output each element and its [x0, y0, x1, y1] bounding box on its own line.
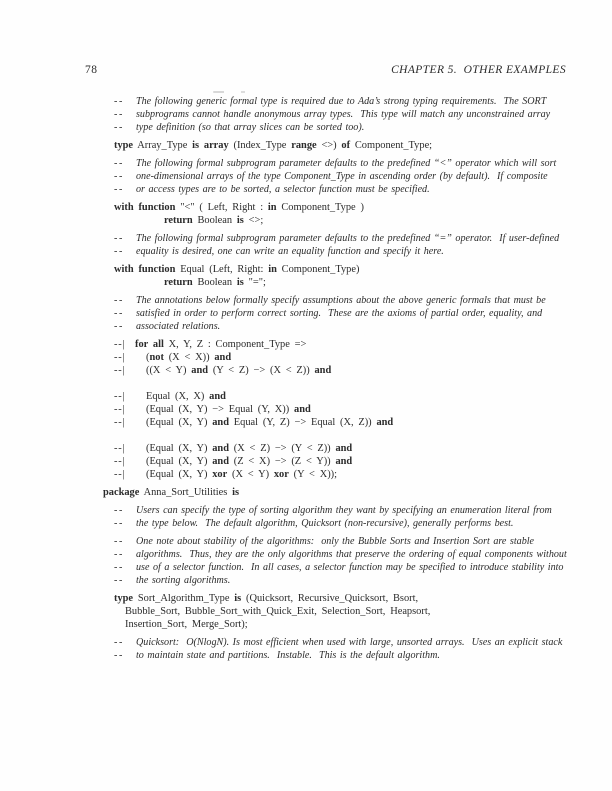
blank-line	[114, 429, 588, 442]
comment-block	[103, 535, 588, 587]
keyword-segment: package	[103, 487, 140, 498]
keyword-segment: and	[209, 391, 226, 402]
comment-dashes: --	[114, 233, 124, 244]
annotation-prefix: --|	[114, 391, 126, 402]
text-segment: The following formal subprogram parameter defaults to the predefined “=” operator. If user-defined	[136, 233, 560, 244]
comment-line	[114, 517, 588, 530]
text-segment: (X < X))	[163, 352, 215, 363]
comment-line	[114, 108, 588, 121]
comment-line	[114, 561, 588, 574]
text-segment: associated relations.	[136, 321, 221, 332]
text-segment: (Z < X) −> (Z < Y))	[229, 456, 336, 467]
annotation-prefix: --|	[114, 339, 126, 350]
keyword-segment: return	[164, 277, 193, 288]
text-segment: (	[146, 352, 150, 363]
text-segment: (Y < Z) −> (X < Z))	[208, 365, 315, 376]
code-line	[114, 276, 588, 289]
text-segment: (Index_Type	[228, 140, 292, 151]
comment-dashes: --	[114, 184, 124, 195]
code-line	[114, 263, 588, 276]
text-segment: the sorting algorithms.	[136, 575, 231, 586]
keyword-segment: and	[191, 365, 209, 376]
keyword-segment: xor	[273, 469, 289, 480]
comment-dashes: --	[114, 158, 124, 169]
text-segment: "=";	[243, 277, 266, 288]
keyword-segment: is	[232, 487, 240, 498]
keyword-segment: is	[192, 140, 200, 151]
code-line	[114, 139, 588, 152]
document-body	[103, 95, 588, 667]
comment-dashes: --	[114, 637, 124, 648]
comment-line	[114, 183, 588, 196]
text-segment: (Equal (X, Y)	[146, 456, 213, 467]
code-block	[103, 201, 588, 227]
keyword-segment: array	[203, 140, 229, 151]
comment-block	[103, 232, 588, 258]
text-segment: One note about stability of the algorithms: only the Bubble Sorts and Insertion Sort are stable	[136, 536, 535, 547]
comment-block	[103, 636, 588, 662]
keyword-segment: and	[314, 365, 332, 376]
comment-line	[114, 294, 588, 307]
comment-line	[114, 157, 588, 170]
text-segment: Quicksort: O(NlogN). Is most efficient when used with large, unsorted arrays. Uses an explicit stack	[136, 637, 563, 648]
code-block	[103, 139, 588, 152]
code-line	[114, 618, 588, 631]
text-segment: (X < Y)	[227, 469, 274, 480]
comment-line	[114, 245, 588, 258]
annotation-line	[114, 416, 588, 429]
text-segment: Anna_Sort_Utilities	[139, 487, 233, 498]
comment-dashes: --	[114, 109, 124, 120]
comment-block	[103, 157, 588, 196]
keyword-segment: return	[164, 215, 193, 226]
annotation-prefix: --|	[114, 469, 126, 480]
annotation-line	[114, 442, 588, 455]
keyword-segment: and	[335, 456, 353, 467]
comment-line	[114, 232, 588, 245]
comment-dashes: --	[114, 562, 124, 573]
text-segment: ((X < Y)	[146, 365, 192, 376]
keyword-segment: is	[236, 215, 244, 226]
keyword-segment: in	[268, 264, 277, 275]
text-segment: The annotations below formally specify assumptions about the above generic formals that must be	[136, 295, 546, 306]
annotation-line	[114, 468, 588, 481]
keyword-segment: and	[335, 443, 353, 454]
comment-line	[114, 574, 588, 587]
comment-line	[114, 535, 588, 548]
annotation-line	[114, 364, 588, 377]
code-line	[114, 214, 588, 227]
scan-artifact	[213, 91, 247, 93]
comment-dashes: --	[114, 575, 124, 586]
keyword-segment: xor	[212, 469, 228, 480]
text-segment: subprograms cannot handle anonymous array types. This type will match any unconstrained array	[136, 109, 551, 120]
text-segment: (Y < X));	[288, 469, 338, 480]
text-segment: Bubble_Sort, Bubble_Sort_with_Quick_Exit, Selection_Sort, Heapsort,	[125, 606, 431, 617]
comment-line	[114, 95, 588, 108]
keyword-segment: function	[138, 202, 176, 213]
text-segment: Users can specify the type of sorting algorithm they want by specifying an enumeration literal from	[136, 505, 552, 516]
text-segment: type definition (so that array slices can be sorted too).	[136, 122, 365, 133]
text-segment: equality is desired, one can write an equality function and specify it here.	[136, 246, 444, 257]
text-segment: or access types are to be sorted, a selector function must be specified.	[136, 184, 430, 195]
text-segment: Boolean	[192, 215, 237, 226]
annotation-line	[114, 403, 588, 416]
keyword-segment: type	[114, 593, 134, 604]
annotation-prefix: --|	[114, 417, 126, 428]
comment-line	[114, 320, 588, 333]
comment-line	[114, 307, 588, 320]
text-segment: use of a selector function. In all cases, a selector function may be specified to introduce stability into	[136, 562, 564, 573]
comment-dashes: --	[114, 505, 124, 516]
code-line	[103, 486, 588, 499]
keyword-segment: and	[294, 404, 311, 415]
annotation-prefix: --|	[114, 456, 126, 467]
keyword-segment: and	[376, 417, 394, 428]
text-segment: one-dimensional arrays of the type Component_Type in ascending order (by default). If composite	[136, 171, 548, 182]
blank-line	[114, 377, 588, 390]
running-header	[85, 64, 566, 76]
keyword-segment: and	[212, 443, 229, 454]
keyword-segment: with	[114, 202, 134, 213]
text-segment: <>)	[316, 140, 342, 151]
comment-line	[114, 548, 588, 561]
chapter-title: CHAPTER 5. OTHER EXAMPLES	[391, 64, 566, 76]
text-segment: Component_Type )	[276, 202, 364, 213]
comment-dashes: --	[114, 122, 124, 133]
text-segment: "<" ( Left, Right :	[175, 202, 268, 213]
text-segment: Insertion_Sort, Merge_Sort);	[125, 619, 248, 630]
text-segment: algorithms. Thus, they are the only algorithms that preserve the ordering of equal components without	[136, 549, 567, 560]
code-block	[103, 263, 588, 289]
keyword-segment: in	[267, 202, 277, 213]
text-segment: (Quicksort, Recursive_Quicksort, Bsort,	[241, 593, 419, 604]
text-segment: (Equal (X, Y)	[146, 443, 213, 454]
keyword-segment: type	[114, 140, 134, 151]
text-segment: satisfied in order to perform correct sorting. These are the axioms of partial order, equality, and	[136, 308, 543, 319]
keyword-segment: and	[212, 456, 229, 467]
keyword-segment: function	[138, 264, 176, 275]
keyword-segment: and	[212, 417, 229, 428]
annotation-prefix: --|	[114, 443, 126, 454]
text-segment: Array_Type	[133, 140, 193, 151]
text-segment: <>;	[243, 215, 264, 226]
keyword-segment: not	[149, 352, 164, 363]
annotation-prefix: --|	[114, 404, 126, 415]
comment-dashes: --	[114, 308, 124, 319]
text-segment: Boolean	[192, 277, 237, 288]
text-segment: (X < Z) −> (Y < Z))	[229, 443, 336, 454]
text-segment: (Equal (X, Y) −> Equal (Y, X))	[146, 404, 295, 415]
text-segment: Equal (Y, Z) −> Equal (X, Z))	[229, 417, 377, 428]
comment-line	[114, 170, 588, 183]
code-block	[103, 486, 588, 499]
comment-line	[114, 649, 588, 662]
annotation-block	[103, 338, 588, 481]
text-segment: The following formal subprogram parameter defaults to the predefined “<” operator which will sort	[136, 158, 557, 169]
keyword-segment: for all	[135, 339, 164, 350]
comment-dashes: --	[114, 96, 124, 107]
keyword-segment: of	[341, 140, 351, 151]
text-segment: Sort_Algorithm_Type	[133, 593, 235, 604]
comment-line	[114, 504, 588, 517]
annotation-line	[114, 338, 588, 351]
code-block	[103, 592, 588, 631]
comment-dashes: --	[114, 295, 124, 306]
code-line	[114, 592, 588, 605]
keyword-segment: and	[214, 352, 232, 363]
code-line	[114, 201, 588, 214]
text-segment: to maintain state and partitions. Instable. This is the default algorithm.	[136, 650, 440, 661]
code-line	[114, 605, 588, 618]
comment-dashes: --	[114, 536, 124, 547]
annotation-prefix: --|	[114, 365, 126, 376]
comment-block	[103, 95, 588, 134]
comment-dashes: --	[114, 549, 124, 560]
text-segment: The following generic formal type is required due to Ada’s strong typing requirements. The SORT	[136, 96, 547, 107]
comment-block	[103, 504, 588, 530]
text-segment: the type below. The default algorithm, Quicksort (non-recursive), generally performs best.	[136, 518, 514, 529]
annotation-prefix: --|	[114, 352, 126, 363]
page-number: 78	[85, 64, 98, 76]
text-segment: Component_Type;	[350, 140, 433, 151]
text-segment: Equal (Left, Right:	[175, 264, 269, 275]
comment-dashes: --	[114, 321, 124, 332]
comment-block	[103, 294, 588, 333]
text-segment: Component_Type)	[276, 264, 360, 275]
text-segment: (Equal (X, Y)	[146, 469, 213, 480]
annotation-line	[114, 455, 588, 468]
annotation-line	[114, 351, 588, 364]
comment-dashes: --	[114, 518, 124, 529]
comment-line	[114, 121, 588, 134]
comment-line	[114, 636, 588, 649]
text-segment: Equal (X, X)	[146, 391, 210, 402]
keyword-segment: is	[236, 277, 244, 288]
comment-dashes: --	[114, 171, 124, 182]
text-segment: (Equal (X, Y)	[146, 417, 213, 428]
keyword-segment: is	[234, 593, 242, 604]
text-segment: X, Y, Z : Component_Type =>	[163, 339, 307, 350]
keyword-segment: with	[114, 264, 134, 275]
annotation-line	[114, 390, 588, 403]
comment-dashes: --	[114, 650, 124, 661]
keyword-segment: range	[291, 140, 317, 151]
comment-dashes: --	[114, 246, 124, 257]
